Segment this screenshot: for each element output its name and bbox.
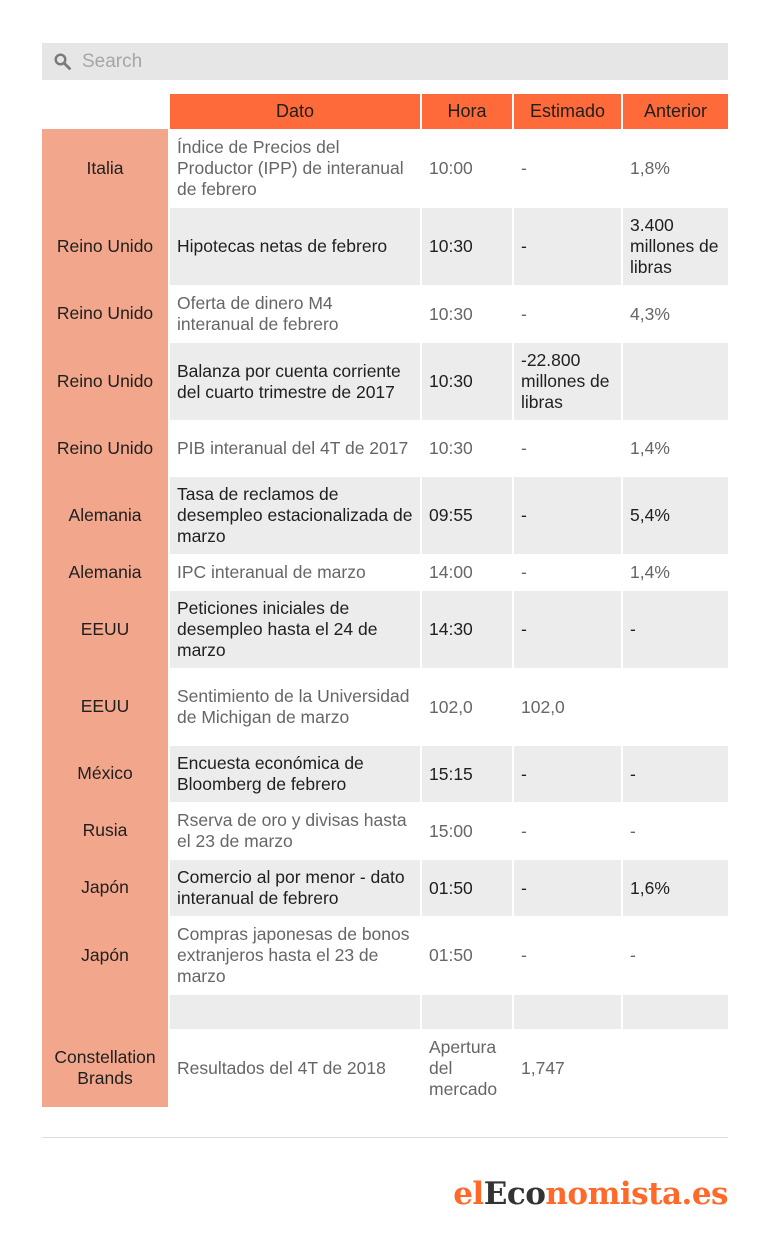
hora-cell: 15:15	[422, 745, 514, 802]
hora-cell: 10:00	[422, 129, 514, 207]
hora-cell: 10:30	[422, 207, 514, 285]
dato-cell: Oferta de dinero M4 interanual de febrero	[170, 285, 422, 342]
anterior-cell: 1,4%	[623, 420, 728, 476]
country-cell: Rusia	[42, 802, 170, 859]
anterior-cell: -	[623, 745, 728, 802]
hora-cell: Apertura del mercado	[422, 1029, 514, 1107]
hora-cell	[422, 994, 514, 1029]
dato-cell: Sentimiento de la Universidad de Michigan de marzo	[170, 668, 422, 745]
anterior-cell	[623, 342, 728, 420]
dato-cell	[170, 994, 422, 1029]
anterior-cell: 5,4%	[623, 476, 728, 554]
country-cell: Alemania	[42, 554, 170, 590]
footer-divider	[42, 1137, 728, 1138]
country-cell: EEUU	[42, 590, 170, 668]
header-hora: Hora	[422, 94, 514, 129]
economic-calendar-table	[42, 94, 728, 1107]
anterior-cell: -	[623, 590, 728, 668]
dato-cell: Índice de Precios del Productor (IPP) de interanual de febrero	[170, 129, 422, 207]
anterior-cell	[623, 668, 728, 745]
table-row	[42, 476, 728, 554]
dato-cell: Compras japonesas de bonos extranjeros hasta el 23 de marzo	[170, 916, 422, 994]
dato-cell: Peticiones iniciales de desempleo hasta el 24 de marzo	[170, 590, 422, 668]
search-bar[interactable]	[42, 43, 728, 80]
dato-cell: Balanza por cuenta corriente del cuarto trimestre de 2017	[170, 342, 422, 420]
table-row	[42, 129, 728, 207]
hora-cell: 102,0	[422, 668, 514, 745]
table-row	[42, 590, 728, 668]
header-anterior: Anterior	[623, 94, 728, 129]
dato-cell: Comercio al por menor - dato interanual de febrero	[170, 859, 422, 916]
table-row	[42, 207, 728, 285]
country-cell: EEUU	[42, 668, 170, 745]
estimado-cell: -	[514, 802, 623, 859]
anterior-cell: 1,8%	[623, 129, 728, 207]
country-cell: Reino Unido	[42, 342, 170, 420]
hora-cell: 01:50	[422, 859, 514, 916]
estimado-cell: -	[514, 207, 623, 285]
anterior-cell: -	[623, 802, 728, 859]
dato-cell: Tasa de reclamos de desempleo estacionalizada de marzo	[170, 476, 422, 554]
table-row	[42, 1029, 728, 1107]
hora-cell: 14:30	[422, 590, 514, 668]
hora-cell: 15:00	[422, 802, 514, 859]
anterior-cell: 3.400 millones de libras	[623, 207, 728, 285]
hora-cell: 10:30	[422, 285, 514, 342]
hora-cell: 09:55	[422, 476, 514, 554]
anterior-cell: -	[623, 916, 728, 994]
hora-cell: 10:30	[422, 342, 514, 420]
header-dato: Dato	[170, 94, 422, 129]
estimado-cell: 1,747	[514, 1029, 623, 1107]
header-blank-cell	[42, 94, 170, 129]
estimado-cell: -	[514, 859, 623, 916]
estimado-cell: -	[514, 129, 623, 207]
table-row	[42, 916, 728, 994]
dato-cell: Resultados del 4T de 2018	[170, 1029, 422, 1107]
anterior-cell: 1,6%	[623, 859, 728, 916]
table-row	[42, 420, 728, 476]
table-row	[42, 285, 728, 342]
table-row	[42, 802, 728, 859]
table-row	[42, 342, 728, 420]
header-estimado: Estimado	[514, 94, 623, 129]
table-row-blank	[42, 994, 728, 1029]
country-cell: México	[42, 745, 170, 802]
dato-cell: Encuesta económica de Bloomberg de febrero	[170, 745, 422, 802]
estimado-cell: -	[514, 554, 623, 590]
estimado-cell: 102,0	[514, 668, 623, 745]
logo-text-eco: Eco	[483, 1176, 546, 1212]
anterior-cell: 1,4%	[623, 554, 728, 590]
anterior-cell: 4,3%	[623, 285, 728, 342]
estimado-cell: -22.800 millones de libras	[514, 342, 623, 420]
country-cell	[42, 994, 170, 1029]
country-cell: Japón	[42, 916, 170, 994]
estimado-cell: -	[514, 476, 623, 554]
table-row	[42, 859, 728, 916]
estimado-cell: -	[514, 916, 623, 994]
table-header-row	[42, 94, 728, 129]
country-cell: Japón	[42, 859, 170, 916]
estimado-cell: -	[514, 745, 623, 802]
hora-cell: 01:50	[422, 916, 514, 994]
estimado-cell: -	[514, 285, 623, 342]
table-row	[42, 668, 728, 745]
logo-text-nomista: nomista.es	[545, 1176, 728, 1212]
country-cell: Constellation Brands	[42, 1029, 170, 1107]
table-row	[42, 745, 728, 802]
logo-text-el: el	[453, 1176, 484, 1212]
estimado-cell	[514, 994, 623, 1029]
country-cell: Reino Unido	[42, 420, 170, 476]
anterior-cell	[623, 994, 728, 1029]
table-row	[42, 554, 728, 590]
country-cell: Reino Unido	[42, 207, 170, 285]
search-input[interactable]	[82, 51, 682, 73]
dato-cell: IPC interanual de marzo	[170, 554, 422, 590]
anterior-cell	[623, 1029, 728, 1107]
dato-cell: PIB interanual del 4T de 2017	[170, 420, 422, 476]
country-cell: Reino Unido	[42, 285, 170, 342]
search-icon	[54, 53, 72, 71]
country-cell: Italia	[42, 129, 170, 207]
estimado-cell: -	[514, 590, 623, 668]
dato-cell: Rserva de oro y divisas hasta el 23 de marzo	[170, 802, 422, 859]
dato-cell: Hipotecas netas de febrero	[170, 207, 422, 285]
hora-cell: 14:00	[422, 554, 514, 590]
country-cell: Alemania	[42, 476, 170, 554]
estimado-cell: -	[514, 420, 623, 476]
hora-cell: 10:30	[422, 420, 514, 476]
eleconomista-logo[interactable]	[453, 1176, 728, 1212]
